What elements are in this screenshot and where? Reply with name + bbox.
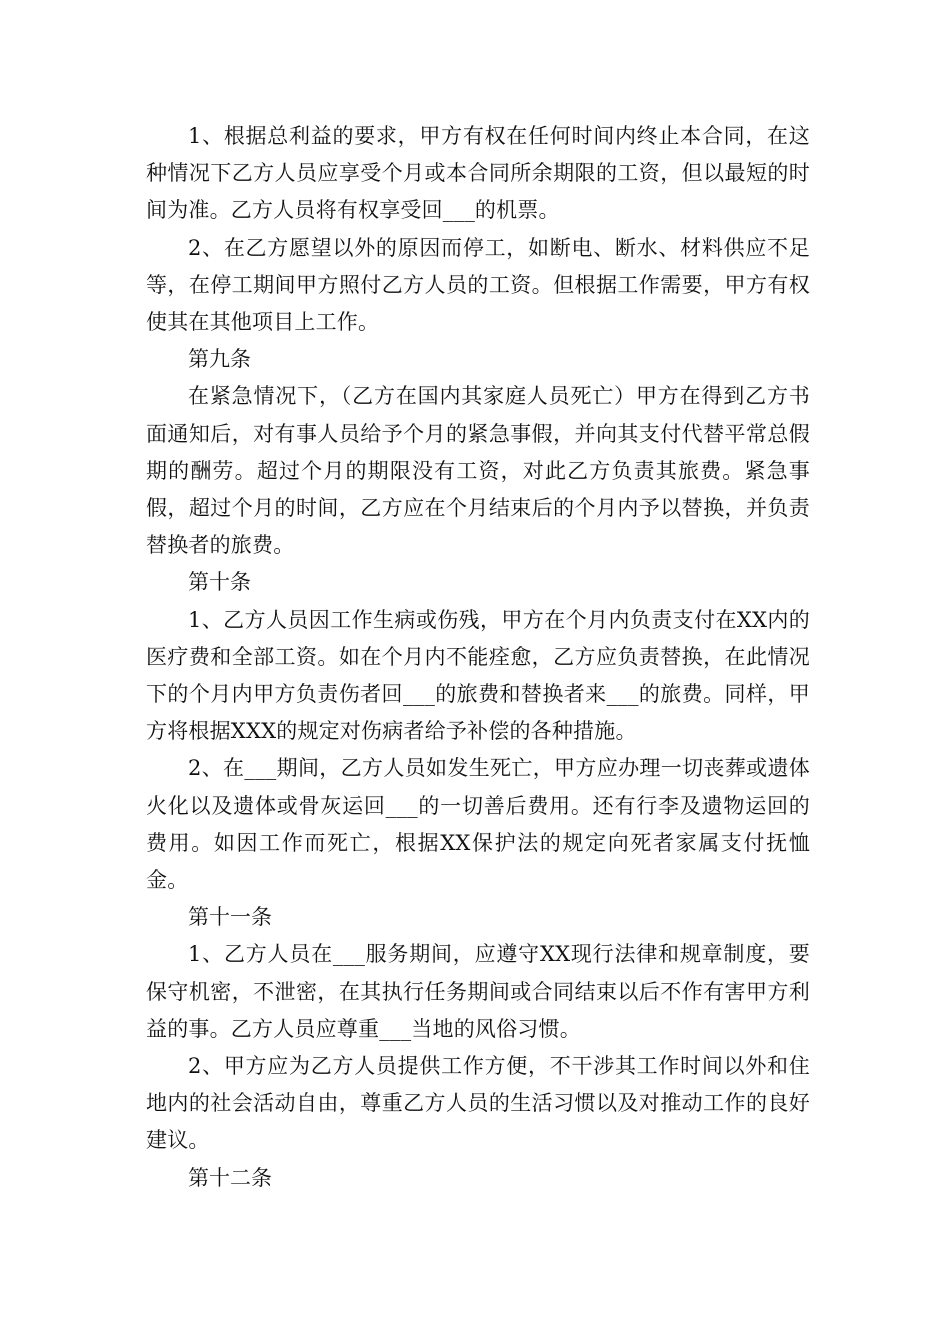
article-heading-9: 第九条 <box>188 347 251 372</box>
paragraph-death: 2、在___期间，乙方人员如发生死亡，甲方应办理一切丧葬或遗体火化以及遗体或骨灰运回___的一切善后费用。还有行李及遗物运回的费用。如因工作而死亡，根据XX保护法的规定向死者家属支付抚恤金。 <box>146 756 810 893</box>
article-heading-11: 第十一条 <box>188 905 272 930</box>
document-body <box>146 118 810 1197</box>
article-heading-12: 第十二条 <box>188 1165 272 1190</box>
paragraph-facilitation: 2、甲方应为乙方人员提供工作方便，不干涉其工作时间以外和住地内的社会活动自由，尊重乙方人员的生活习惯以及对推动工作的良好建议。 <box>146 1054 810 1153</box>
article-heading-10: 第十条 <box>188 570 251 595</box>
paragraph-obligations: 1、乙方人员在___服务期间，应遵守XX现行法律和规章制度，要保守机密，不泄密，在其执行任务期间或合同结束以后不作有害甲方利益的事。乙方人员应尊重___当地的风俗习惯。 <box>146 942 810 1041</box>
paragraph-emergency-leave: 在紧急情况下，（乙方在国内其家庭人员死亡）甲方在得到乙方书面通知后，对有事人员给予个月的紧急事假，并向其支付代替平常总假期的酬劳。超过个月的期限没有工资，对此乙方负责其旅费。紧急事假，超过个月的时间，乙方应在个月结束后的个月内予以替换，并负责替换者的旅费。 <box>146 384 810 558</box>
paragraph-illness-injury: 1、乙方人员因工作生病或伤残，甲方在个月内负责支付在XX内的医疗费和全部工资。如在个月内不能痊愈，乙方应负责替换，在此情况下的个月内甲方负责伤者回___的旅费和替换者来___的旅费。同样，甲方将根据XXX的规定对伤病者给予补偿的各种措施。 <box>146 607 810 744</box>
paragraph-termination: 1、根据总利益的要求，甲方有权在任何时间内终止本合同，在这种情况下乙方人员应享受个月或本合同所余期限的工资，但以最短的时间为准。乙方人员将有权享受回___的机票。 <box>146 124 810 223</box>
paragraph-work-stoppage: 2、在乙方愿望以外的原因而停工，如断电、断水、材料供应不足等，在停工期间甲方照付乙方人员的工资。但根据工作需要，甲方有权使其在其他项目上工作。 <box>146 235 810 335</box>
